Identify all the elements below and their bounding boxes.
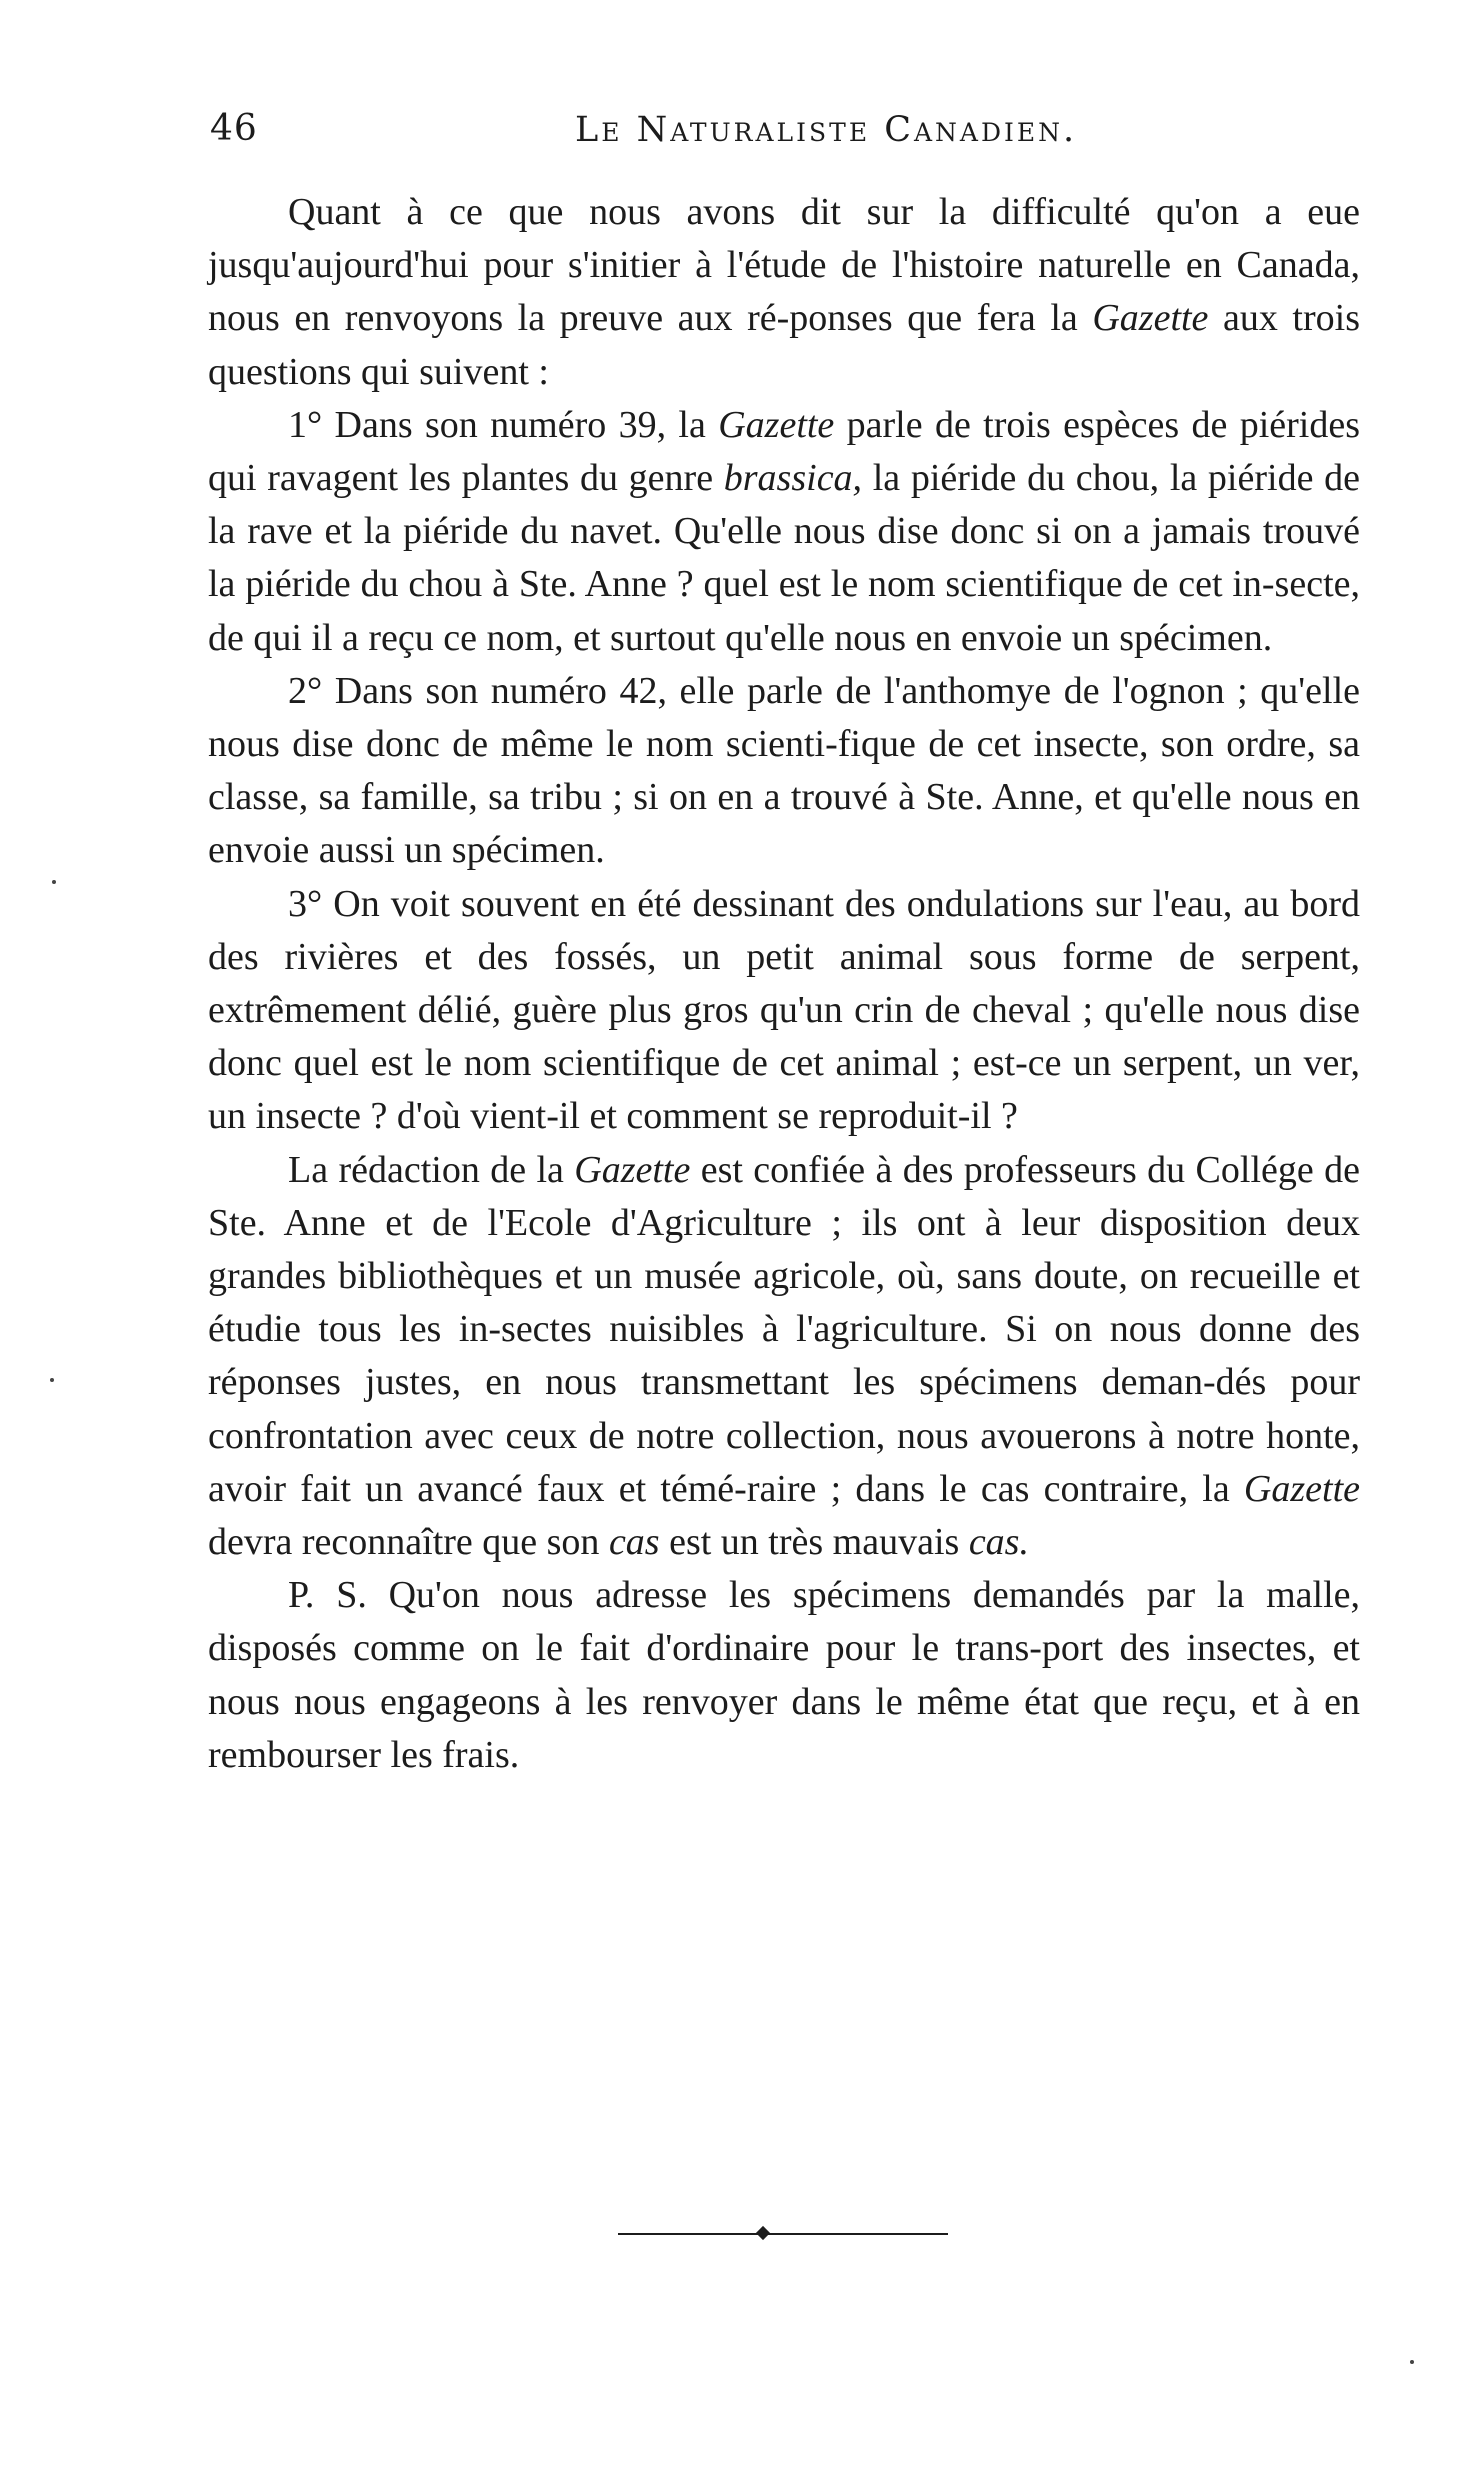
- italic-text: brassica,: [723, 457, 863, 500]
- article-body: [208, 186, 1360, 1782]
- text-run: devra reconnaître que son: [208, 1521, 609, 1564]
- text-run: 3° On voit souvent en été dessinant des ondulations sur l'eau, au bord des rivières et des fossés, un petit animal sous forme de serpent, extrêmement délié, guère plus gros qu'un crin de cheval ; qu'elle nous dise donc quel est le nom scientifique de cet animal ; est-ce un serpent, un ver, un insecte ? d'où vient-il et comment se reproduit-il ?: [208, 882, 1360, 1138]
- closing-ornament: [618, 2224, 948, 2244]
- page-header: [210, 108, 1350, 168]
- italic-text: Gazette: [1092, 297, 1209, 340]
- text-run: aux trois questions qui suivent :: [208, 297, 1360, 393]
- text-run: 1° Dans son numéro 39, la: [288, 403, 719, 446]
- text-run: la piéride du chou, la piéride de la rave et la piéride du navet. Qu'elle nous dise donc si on a jamais trouvé la piéride du chou à Ste. Anne ? quel est le nom scientifique de cet in-secte, de qui il a reçu ce nom, et surtout qu'elle nous en envoie un spécimen.: [208, 457, 1360, 659]
- print-speck: [52, 880, 56, 884]
- running-head: Le Naturaliste Canadien.: [575, 110, 1078, 150]
- paragraph: [208, 1569, 1360, 1782]
- italic-text: cas: [608, 1521, 660, 1564]
- text-run: est confiée à des professeurs du Collége de Ste. Anne et de l'Ecole d'Agriculture ; ils ont à leur disposition deux grandes bibliothèques et un musée agricole, où, sans doute, on recueille et étudie tous les in-sectes nuisibles à l'agriculture. Si on nous donne des réponses justes, en nous transmettant les spécimens deman-dés pour confrontation avec ceux de notre collection, nous avouerons à notre honte, avoir fait un avancé faux et témé-raire ; dans le cas contraire, la: [208, 1148, 1360, 1510]
- text-run: P. S. Qu'on nous adresse les spécimens demandés par la malle, disposés comme on le fait d'ordinaire pour le trans-port des insectes, et nous nous engageons à les renvoyer dans le même état que reçu, et à en rembourser les frais.: [208, 1574, 1360, 1776]
- ornament-rule: [618, 2233, 948, 2235]
- italic-text: cas.: [968, 1521, 1029, 1564]
- paragraph: [208, 665, 1360, 878]
- text-run: est un très mauvais: [659, 1521, 969, 1564]
- page-number: 46: [210, 108, 258, 149]
- paragraph: [208, 186, 1360, 399]
- paragraph: [208, 1144, 1360, 1570]
- ornament-diamond: [756, 2226, 770, 2240]
- italic-text: Gazette: [574, 1148, 691, 1191]
- paragraph: [208, 878, 1360, 1144]
- text-run: 2° Dans son numéro 42, elle parle de l'anthomye de l'ognon ; qu'elle nous dise donc de même le nom scienti-fique de cet insecte, son ordre, sa classe, sa famille, sa tribu ; si on en a trouvé à Ste. Anne, et qu'elle nous en envoie aussi un spécimen.: [208, 669, 1360, 872]
- text-run: parle de trois espèces de piérides qui ravagent les plantes du genre: [208, 403, 1360, 500]
- paragraph: [208, 399, 1360, 665]
- text-run: Quant à ce que nous avons dit sur la difficulté qu'on a eue jusqu'aujourd'hui pour s'initier à l'étude de l'histoire naturelle en Canada, nous en renvoyons la preuve aux ré-ponses que fera la: [208, 191, 1360, 340]
- italic-text: Gazette: [718, 403, 835, 446]
- print-speck: [50, 1378, 54, 1382]
- print-speck: [1410, 2360, 1414, 2364]
- text-run: La rédaction de la: [288, 1148, 575, 1191]
- italic-text: Gazette: [1243, 1467, 1360, 1510]
